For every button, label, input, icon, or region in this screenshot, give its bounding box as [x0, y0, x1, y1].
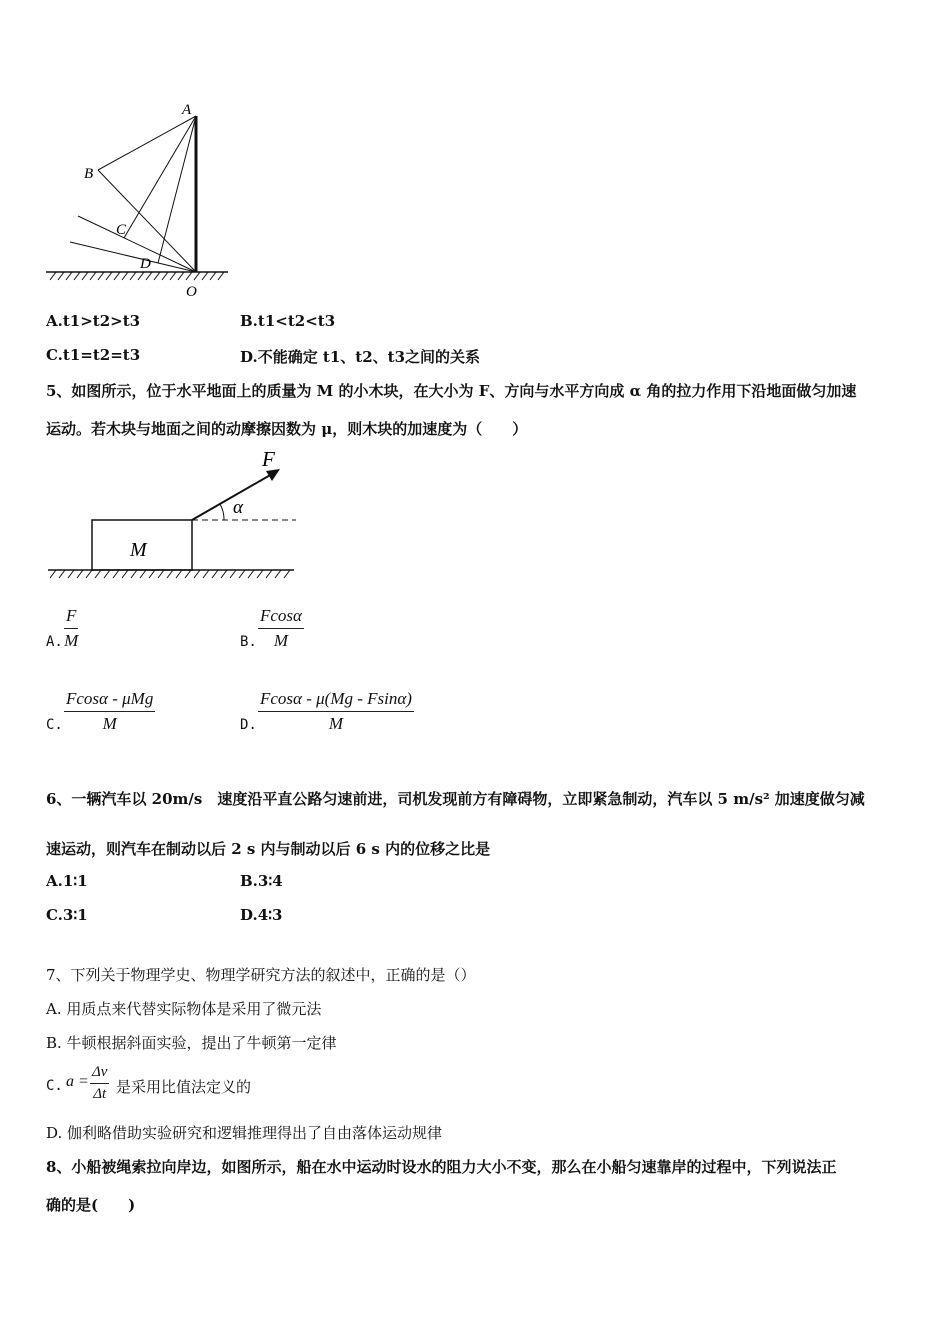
- q5-option-b-num: Fcosα: [258, 606, 304, 629]
- q5-option-c-fraction: [64, 689, 155, 734]
- label-f: F: [262, 447, 275, 471]
- q7-stem: 7、下列关于物理学史、物理学研究方法的叙述中，正确的是（）: [46, 966, 476, 984]
- q8-stem-line1: 8、小船被绳索拉向岸边，如图所示，船在水中运动时设水的阻力大小不变，那么在小船匀速靠岸的过程中，下列说法正: [46, 1158, 837, 1176]
- q7-option-d: D. 伽利略借助实验研究和逻辑推理得出了自由落体运动规律: [46, 1124, 443, 1142]
- q7-option-c-label: C.: [46, 1078, 63, 1094]
- q5-option-c-den: M: [102, 714, 117, 733]
- q6-stem-line2: 速运动，则汽车在制动以后 2 s 内与制动以后 6 s 内的位移之比是: [46, 840, 491, 858]
- q7-option-c-den: Δt: [93, 1086, 107, 1102]
- q5-option-c-label: C.: [46, 717, 63, 733]
- q7-option-b: B. 牛顿根据斜面实验，提出了牛顿第一定律: [46, 1034, 337, 1052]
- label-c: C: [116, 222, 127, 238]
- q5-option-a-den: M: [64, 631, 79, 650]
- q6-option-d: D.4∶3: [240, 906, 283, 924]
- q5-option-a-num: F: [64, 606, 78, 629]
- q7-option-c-fraction: [90, 1064, 109, 1103]
- q6-stem-line1: 6、一辆汽车以 20m/s 速度沿平直公路匀速前进，司机发现前方有障碍物，立即紧急制动，汽车以 5 m/s² 加速度做匀减: [46, 790, 865, 808]
- q5-option-b-fraction: [258, 606, 304, 651]
- q5-option-c-num: Fcosα - μMg: [64, 689, 155, 712]
- q5-option-b-den: M: [273, 631, 289, 650]
- q6-option-b: B.3∶4: [240, 872, 283, 890]
- q5-stem-line2: 运动。若木块与地面之间的动摩擦因数为 μ，则木块的加速度为（ ）: [46, 420, 528, 438]
- q5-option-d-label: D.: [240, 717, 257, 733]
- q7-option-c-text: 是采用比值法定义的: [116, 1078, 252, 1096]
- q4-option-a: A.t1>t2>t3: [46, 312, 141, 330]
- q4-option-b: B.t1<t2<t3: [240, 312, 336, 330]
- q5-option-a-fraction: [64, 606, 78, 651]
- label-m: M: [130, 539, 147, 561]
- q8-stem-line2: 确的是( ): [46, 1196, 136, 1214]
- block-force-figure: [40, 444, 310, 586]
- q5-stem-line1: 5、如图所示，位于水平地面上的质量为 M 的小木块，在大小为 F、方向与水平方向成 α 角的拉力作用下沿地面做匀加速: [46, 382, 857, 400]
- q7-option-c-num: Δv: [90, 1064, 109, 1084]
- chord-figure: [40, 96, 240, 306]
- q6-option-c: C.3∶1: [46, 906, 88, 924]
- q5-option-d-num: Fcosα - μ(Mg - Fsinα): [258, 689, 414, 712]
- label-o: O: [186, 284, 197, 300]
- q7-option-c-lhs: a =: [66, 1073, 89, 1090]
- q7-option-a: A. 用质点来代替实际物体是采用了微元法: [46, 1000, 322, 1018]
- q5-option-d-den: M: [328, 714, 344, 733]
- q5-option-b-label: B.: [240, 634, 257, 650]
- label-a: A: [182, 102, 192, 118]
- q6-option-a: A.1∶1: [46, 872, 88, 890]
- q5-option-a-label: A.: [46, 634, 63, 650]
- label-b: B: [84, 166, 94, 182]
- label-d: D: [140, 256, 151, 272]
- q5-option-d-fraction: [258, 689, 414, 734]
- q4-option-c: C.t1=t2=t3: [46, 346, 141, 364]
- q4-option-d: D.不能确定 t1、t2、t3之间的关系: [240, 348, 481, 366]
- label-alpha: α: [233, 497, 243, 518]
